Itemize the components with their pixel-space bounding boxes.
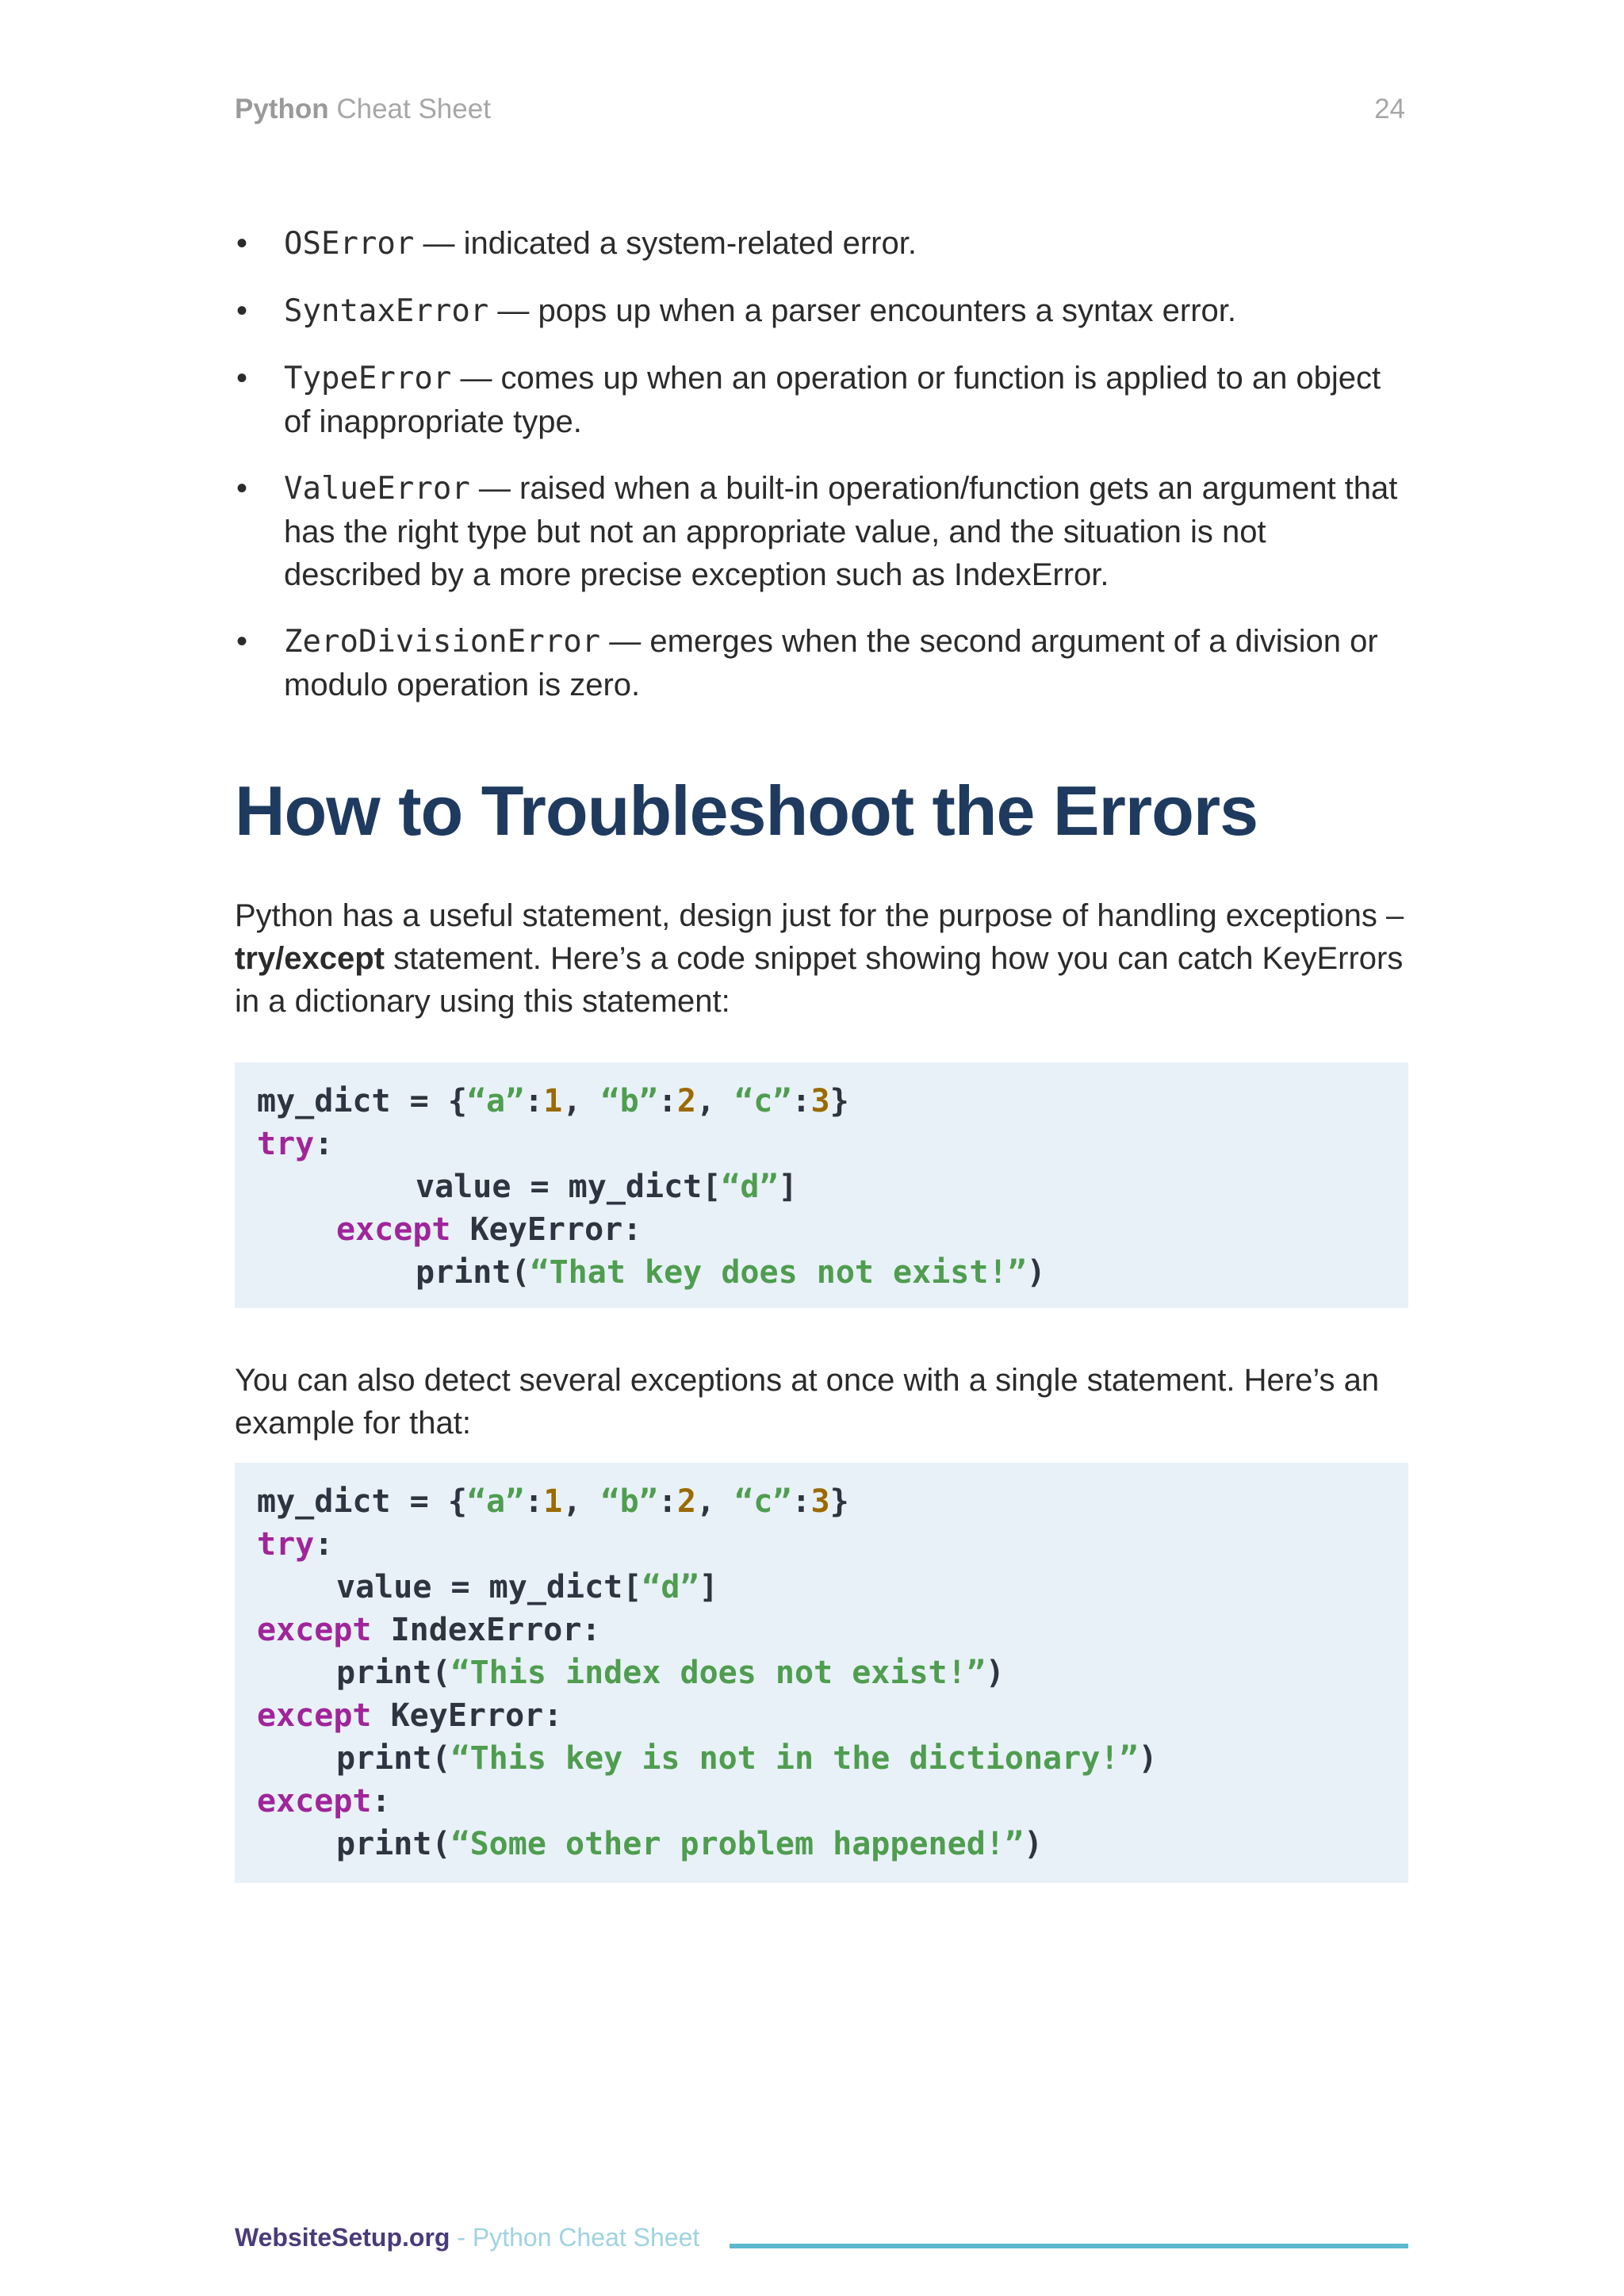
code-text: ,	[562, 1483, 601, 1520]
code-keyword: except	[257, 1612, 372, 1648]
intro-bold: try/except	[235, 941, 385, 976]
code-line	[257, 1737, 1408, 1780]
code-text: ,	[695, 1083, 735, 1119]
code-string: “a”	[466, 1483, 525, 1520]
error-desc: — indicated a system-related error.	[414, 226, 917, 261]
bullet-icon: •	[236, 624, 248, 659]
code-keyword: except	[257, 1783, 372, 1820]
code-string: “This key is not in the dictionary!”	[450, 1740, 1139, 1777]
code-text: ]	[699, 1569, 718, 1605]
code-line	[257, 1609, 1408, 1651]
footer-site-link[interactable]: WebsiteSetup.org	[235, 2223, 450, 2252]
code-line	[257, 1523, 1408, 1566]
list-item	[235, 222, 1408, 266]
code-block-1	[235, 1062, 1408, 1308]
code-block-2	[235, 1463, 1408, 1883]
error-name: OSError	[284, 226, 415, 262]
list-item	[235, 620, 1408, 706]
second-paragraph: You can also detect several exceptions at once with a single statement. Here’s an example for that:	[235, 1363, 1380, 1441]
code-number: 1	[543, 1083, 563, 1119]
code-text: :	[657, 1083, 677, 1119]
list-item	[235, 357, 1408, 443]
code-text: print(	[336, 1655, 451, 1691]
code-string: “b”	[600, 1483, 658, 1520]
error-desc: — pops up when a parser encounters a syntax error.	[488, 293, 1237, 328]
header-title: Cheat Sheet	[328, 94, 491, 124]
code-text: KeyError:	[371, 1697, 563, 1734]
code-keyword: except	[257, 1697, 372, 1734]
code-text: :	[791, 1483, 811, 1520]
intro-text-before: Python has a useful statement, design just for the purpose of handling exceptions –	[235, 898, 1404, 933]
code-line	[257, 1480, 1408, 1523]
error-desc: — emerges when the second argument of a division or modulo operation is zero.	[284, 624, 1378, 702]
code-line	[257, 1566, 1408, 1609]
code-text: )	[985, 1655, 1005, 1691]
code-line	[257, 1165, 1408, 1208]
code-text: value = my_dict[	[416, 1169, 722, 1205]
code-string: “c”	[734, 1483, 792, 1520]
code-keyword: try	[257, 1526, 315, 1563]
code-text: ,	[562, 1083, 601, 1119]
code-string: “Some other problem happened!”	[450, 1826, 1024, 1862]
bullet-icon: •	[236, 293, 248, 328]
code-line	[257, 1123, 1408, 1165]
code-text: print(	[416, 1254, 530, 1291]
code-keyword: except	[336, 1211, 451, 1248]
error-name: ValueError	[284, 471, 470, 507]
code-text: }	[829, 1083, 849, 1119]
error-desc: — raised when a built-in operation/function gets an argument that has the right type but not an appropriate value, and the situation is not described by a more precise exception such as IndexError.	[284, 471, 1398, 592]
header-brand: Python	[235, 94, 329, 124]
code-text: my_dict = {	[257, 1483, 467, 1520]
code-text: )	[1023, 1826, 1044, 1862]
error-desc: — comes up when an operation or function is applied to an object of inappropriate type.	[284, 361, 1381, 439]
code-line	[257, 1694, 1408, 1737]
code-keyword: try	[257, 1126, 315, 1162]
code-text: :	[791, 1083, 811, 1119]
code-number: 1	[543, 1483, 563, 1520]
code-text: )	[1138, 1740, 1158, 1777]
list-item	[235, 467, 1408, 596]
code-number: 2	[676, 1083, 696, 1119]
code-text: :	[314, 1126, 334, 1162]
code-string: “b”	[600, 1083, 658, 1119]
code-text: :	[524, 1083, 544, 1119]
code-text: IndexError:	[371, 1612, 601, 1648]
code-text: )	[1026, 1254, 1046, 1291]
code-line	[257, 1251, 1408, 1294]
page-number: 24	[1374, 94, 1405, 124]
code-string: “This index does not exist!”	[450, 1655, 986, 1691]
intro-paragraph	[235, 894, 1408, 1023]
code-text: }	[829, 1483, 849, 1520]
code-string: “That key does not exist!”	[530, 1254, 1027, 1291]
code-string: “d”	[642, 1569, 699, 1605]
code-number: 2	[676, 1483, 696, 1520]
code-string: “d”	[721, 1169, 779, 1205]
code-text: KeyError:	[450, 1211, 642, 1248]
code-line	[257, 1080, 1408, 1123]
footer-divider	[730, 2244, 1408, 2248]
section-title: How to Troubleshoot the Errors	[235, 771, 1258, 850]
code-line	[257, 1780, 1408, 1823]
code-text: print(	[336, 1826, 451, 1862]
list-item	[235, 289, 1408, 333]
code-text: :	[657, 1483, 677, 1520]
error-list	[235, 222, 1408, 730]
error-name: ZeroDivisionError	[284, 624, 601, 660]
code-number: 3	[810, 1083, 830, 1119]
bullet-icon: •	[236, 361, 248, 396]
code-line	[257, 1208, 1408, 1251]
code-string: “a”	[466, 1083, 525, 1119]
code-number: 3	[810, 1483, 830, 1520]
code-text: ,	[695, 1483, 735, 1520]
code-text: :	[371, 1783, 391, 1820]
bullet-icon: •	[236, 471, 248, 506]
code-line	[257, 1823, 1408, 1866]
code-text: value = my_dict[	[336, 1569, 642, 1605]
code-text: ]	[778, 1169, 798, 1205]
code-text: :	[524, 1483, 544, 1520]
code-line	[257, 1651, 1408, 1694]
code-string: “c”	[734, 1083, 792, 1119]
running-header	[235, 94, 491, 125]
bullet-icon: •	[236, 226, 248, 261]
footer	[235, 2223, 699, 2252]
intro-text-after: statement. Here’s a code snippet showing how you can catch KeyErrors in a dictionary using this statement:	[235, 941, 1404, 1019]
error-name: SyntaxError	[284, 293, 489, 329]
error-name: TypeError	[284, 361, 452, 396]
code-text: print(	[336, 1740, 451, 1777]
footer-title: Python Cheat Sheet	[472, 2223, 700, 2252]
code-text: my_dict = {	[257, 1083, 467, 1119]
code-text: :	[314, 1526, 334, 1563]
footer-separator: -	[450, 2223, 473, 2252]
